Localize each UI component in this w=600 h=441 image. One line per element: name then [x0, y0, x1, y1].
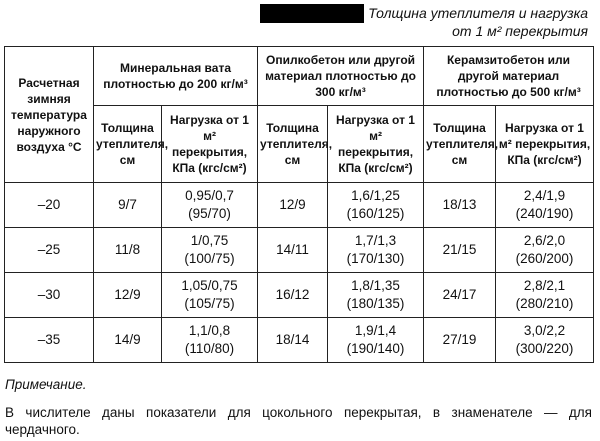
load-kpa: 1,1/0,8	[188, 323, 231, 338]
load-kgf: (105/75)	[184, 296, 235, 311]
subheader-load: Нагрузка от 1 м² перекрытия, КПа (кгс/см²)	[496, 106, 594, 183]
thickness-cell: 14/9	[94, 318, 162, 363]
load-cell	[162, 273, 258, 318]
redaction-block	[260, 4, 364, 23]
footnote-text: В числителе даны показатели для цокольного перекрытая, в знаменателе — для чердачного.	[5, 405, 592, 437]
load-cell	[162, 228, 258, 273]
thickness-cell: 14/11	[258, 228, 328, 273]
insulation-table	[4, 46, 594, 363]
thickness-cell: 18/14	[258, 318, 328, 363]
load-kgf: (100/75)	[184, 251, 235, 266]
load-kpa: 2,4/1,9	[523, 188, 566, 203]
thickness-cell: 12/9	[94, 273, 162, 318]
load-cell	[496, 273, 594, 318]
load-kpa: 1/0,75	[190, 233, 229, 248]
table-row	[5, 228, 594, 273]
footnote	[5, 376, 592, 438]
thickness-cell: 12/9	[258, 183, 328, 228]
subheader-thickness: Толщина утеплителя, см	[424, 106, 496, 183]
load-kgf: (110/80)	[184, 341, 235, 356]
table-row	[5, 318, 594, 363]
load-kpa: 3,0/2,2	[523, 323, 566, 338]
load-cell	[328, 273, 424, 318]
thickness-cell: 9/7	[94, 183, 162, 228]
header-title-line1: Толщина утеплителя и нагрузка	[368, 5, 588, 21]
thickness-cell: 18/13	[424, 183, 496, 228]
footnote-title: Примечание.	[5, 377, 87, 392]
load-kgf: (170/130)	[346, 251, 405, 266]
load-kgf: (180/135)	[346, 296, 405, 311]
thickness-cell: 16/12	[258, 273, 328, 318]
load-kgf: (160/125)	[346, 206, 405, 221]
subheader-thickness: Толщина утеплителя, см	[94, 106, 162, 183]
thickness-cell: 11/8	[94, 228, 162, 273]
load-cell	[496, 228, 594, 273]
load-kpa: 2,8/2,1	[523, 278, 566, 293]
load-kgf: (300/220)	[515, 341, 574, 356]
load-cell	[328, 318, 424, 363]
thickness-cell: 24/17	[424, 273, 496, 318]
load-kpa: 1,7/1,3	[354, 233, 397, 248]
thickness-cell: 27/19	[424, 318, 496, 363]
load-kgf: (240/190)	[515, 206, 574, 221]
temperature-cell: –30	[5, 273, 94, 318]
load-kpa: 1,8/1,35	[351, 278, 400, 293]
load-kpa: 2,6/2,0	[523, 233, 566, 248]
document-header	[260, 4, 588, 40]
load-cell	[328, 183, 424, 228]
header-sawdust-concrete: Опилкобетон или другой материал плотностью до 300 кг/м³	[258, 47, 424, 106]
load-cell	[162, 183, 258, 228]
load-cell	[328, 228, 424, 273]
load-cell	[162, 318, 258, 363]
thickness-cell: 21/15	[424, 228, 496, 273]
load-kpa: 1,9/1,4	[354, 323, 397, 338]
temperature-cell: –25	[5, 228, 94, 273]
load-kgf: (280/210)	[515, 296, 574, 311]
table-row	[5, 273, 594, 318]
load-kpa: 1,6/1,25	[351, 188, 400, 203]
subheader-load: Нагрузка от 1 м² перекрытия, КПа (кгс/см²)	[162, 106, 258, 183]
temperature-cell: –35	[5, 318, 94, 363]
load-kgf: (95/70)	[188, 206, 231, 221]
load-cell	[496, 183, 594, 228]
table-row	[5, 183, 594, 228]
header-temperature: Расчетная зимняя температура наружного воздуха °С	[5, 47, 94, 183]
load-kpa: 0,95/0,7	[185, 188, 234, 203]
load-cell	[496, 318, 594, 363]
header-title-line2: от 1 м² перекрытия	[452, 23, 588, 39]
load-kpa: 1,05/0,75	[181, 278, 238, 293]
load-kgf: (190/140)	[346, 341, 405, 356]
header-expanded-clay-concrete: Керамзитобетон или другой материал плотностью до 500 кг/м³	[424, 47, 594, 106]
temperature-cell: –20	[5, 183, 94, 228]
subheader-load: Нагрузка от 1 м² перекрытия, КПа (кгс/см²)	[328, 106, 424, 183]
header-mineral-wool: Минеральная вата плотностью до 200 кг/м³	[94, 47, 258, 106]
subheader-thickness: Толщина утеплителя, см	[258, 106, 328, 183]
load-kgf: (260/200)	[515, 251, 574, 266]
